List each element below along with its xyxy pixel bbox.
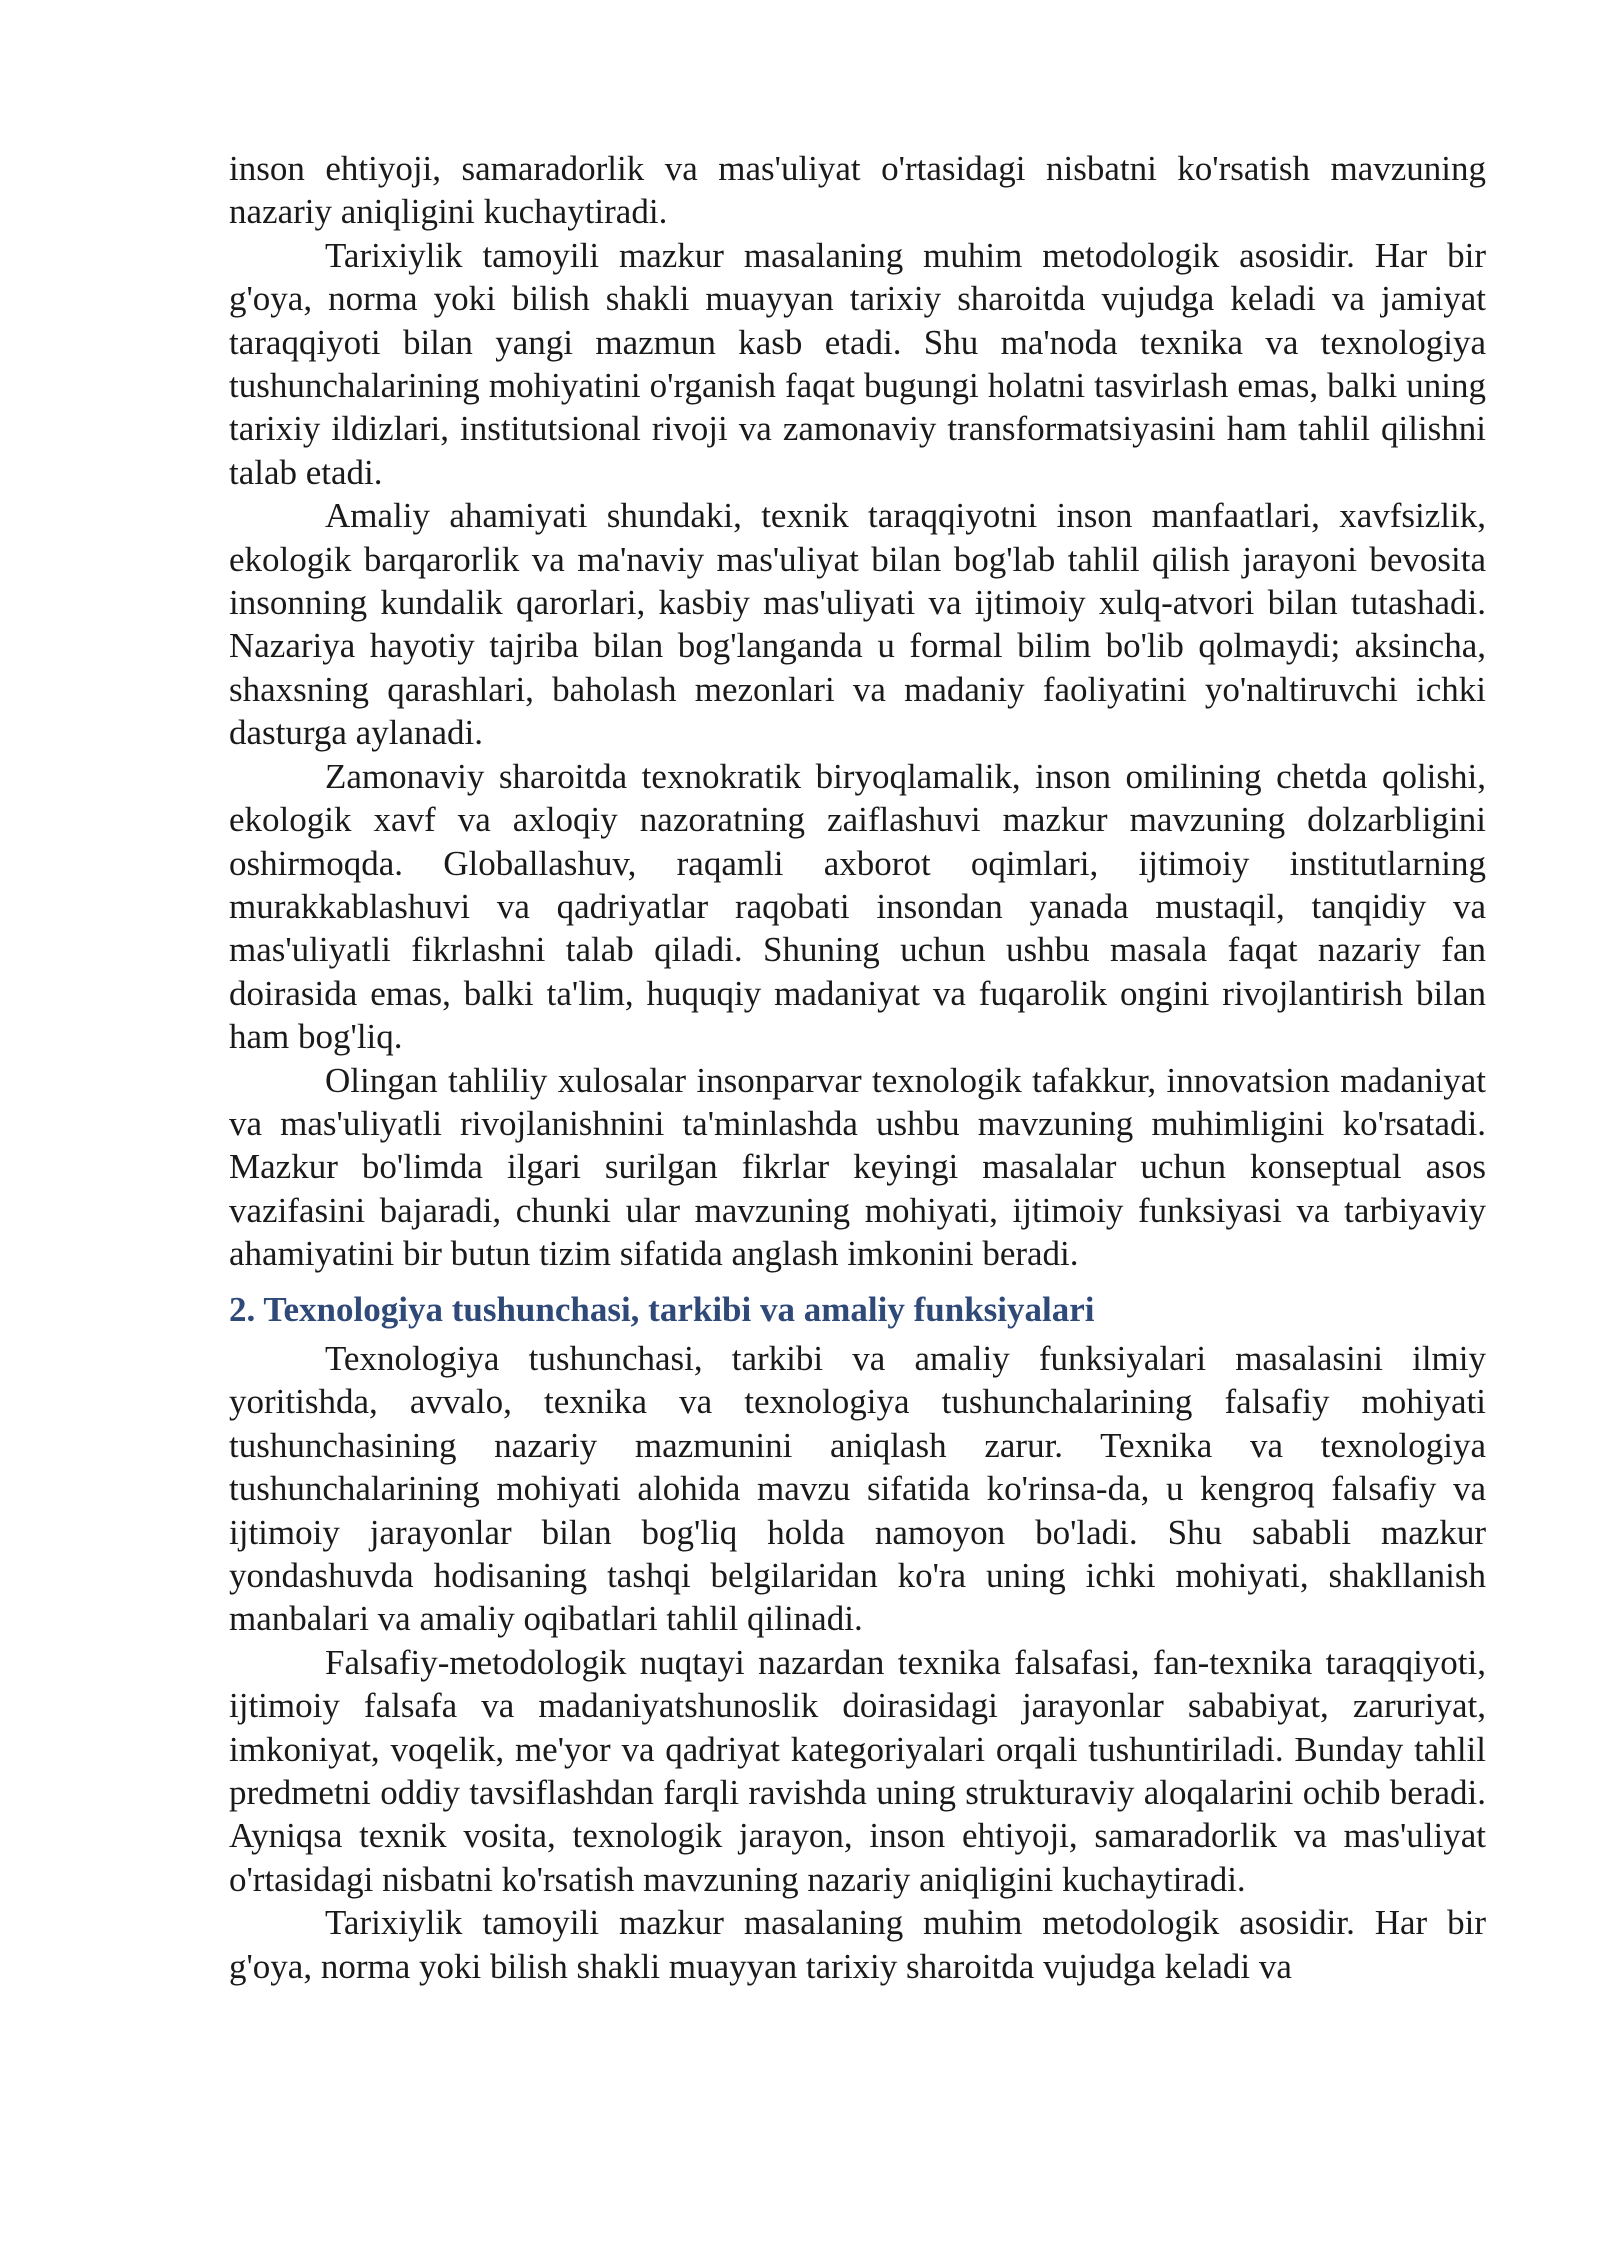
section-heading: 2. Texnologiya tushunchasi, tarkibi va amaliy funksiyalari [229,1289,1095,1329]
paragraph-historicity: Tarixiylik tamoyili mazkur masalaning muhim metodologik asosidir. Har bir g'oya, norma yoki bilish shakli muayyan tarixiy sharoitda vujudga keladi va jamiyat taraqqiyoti bilan yangi mazmun kasb etadi. Shu ma'noda texnika va texnologiya tushunchalarining mohiyatini o'rganish faqat bugungi holatni tasvirlash emas, balki uning tarixiy ildizlari, institutsional rivoji va zamonaviy transformatsiyasini ham tahlil qilishni talab etadi. [229,235,1486,492]
paragraph-continued: inson ehtiyoji, samaradorlik va mas'uliyat o'rtasidagi nisbatni ko'rsatish mavzuning nazariy aniqligini kuchaytiradi. [229,149,1486,232]
paragraph-practical-significance: Amaliy ahamiyati shundaki, texnik taraqqiyotni inson manfaatlari, xavfsizlik, ekologik barqarorlik va ma'naviy mas'uliyat bilan bog'lab tahlil qilish jarayoni bevosita insonning kundalik qarorlari, kasbiy mas'uliyati va ijtimoiy xulq-atvori bilan tutashadi. Nazariya hayotiy tajriba bilan bog'langanda u formal bilim bo'lib qolmaydi; aksincha, shaxsning qarashlari, baholash mezonlari va madaniy faoliyatini yo'naltiruvchi ichki dasturga aylanadi. [229,496,1486,753]
paragraph-conclusions: Olingan tahliliy xulosalar insonparvar texnologik tafakkur, innovatsion madaniyat va mas'uliyatli rivojlanishnini ta'minlashda ushbu mavzuning muhimligini ko'rsatadi. Mazkur bo'limda ilgari surilgan fikrlar keyingi masalalar uchun konseptual asos vazifasini bajaradi, chunki ular mavzuning mohiyati, ijtimoiy funksiyasi va tarbiyaviy ahamiyatini bir butun tizim sifatida anglash imkonini beradi. [229,1060,1486,1274]
paragraph-historicity-repeat: Tarixiylik tamoyili mazkur masalaning muhim metodologik asosidir. Har bir g'oya, norma yoki bilish shakli muayyan tarixiy sharoitda vujudga keladi va [229,1903,1486,1986]
paragraph-technology-concept: Texnologiya tushunchasi, tarkibi va amaliy funksiyalari masalasini ilmiy yoritishda, avvalo, texnika va texnologiya tushunchalarining falsafiy mohiyati tushunchasining nazariy mazmunini aniqlash zarur. Texnika va texnologiya tushunchalarining mohiyati alohida mavzu sifatida ko'rinsa-da, u kengroq falsafiy va ijtimoiy jarayonlar bilan bog'liq holda namoyon bo'ladi. Shu sababli mazkur yondashuvda hodisaning tashqi belgilaridan ko'ra uning ichki mohiyati, shakllanish manbalari va amaliy oqibatlari tahlil qilinadi. [229,1338,1486,1639]
paragraph-philosophical-methodological: Falsafiy-metodologik nuqtayi nazardan texnika falsafasi, fan-texnika taraqqiyoti, ijtimoiy falsafa va madaniyatshunoslik doirasidagi jarayonlar sababiyat, zaruriyat, imkoniyat, voqelik, me'yor va qadriyat kategoriyalari orqali tushuntiriladi. Bunday tahlil predmetni oddiy tavsiflashdan farqli ravishda uning strukturaviy aloqalarini ochib beradi. Ayniqsa texnik vosita, texnologik jarayon, inson ehtiyoji, samaradorlik va mas'uliyat o'rtasidagi nisbatni ko'rsatish mavzuning nazariy aniqligini kuchaytiradi. [229,1642,1486,1899]
paragraph-modern-conditions: Zamonaviy sharoitda texnokratik biryoqlamalik, inson omilining chetda qolishi, ekologik xavf va axloqiy nazoratning zaiflashuvi mazkur mavzuning dolzarbligini oshirmoqda. Globallashuv, raqamli axborot oqimlari, ijtimoiy institutlarning murakkablashuvi va qadriyatlar raqobati insondan yanada mustaqil, tanqidiy va mas'uliyatli fikrlashni talab qiladi. Shuning uchun ushbu masala faqat nazariy fan doirasida emas, balki ta'lim, huquqiy madaniyat va fuqarolik ongini rivojlantirish bilan ham bog'liq. [229,756,1486,1057]
document-page [229,147,1486,1988]
